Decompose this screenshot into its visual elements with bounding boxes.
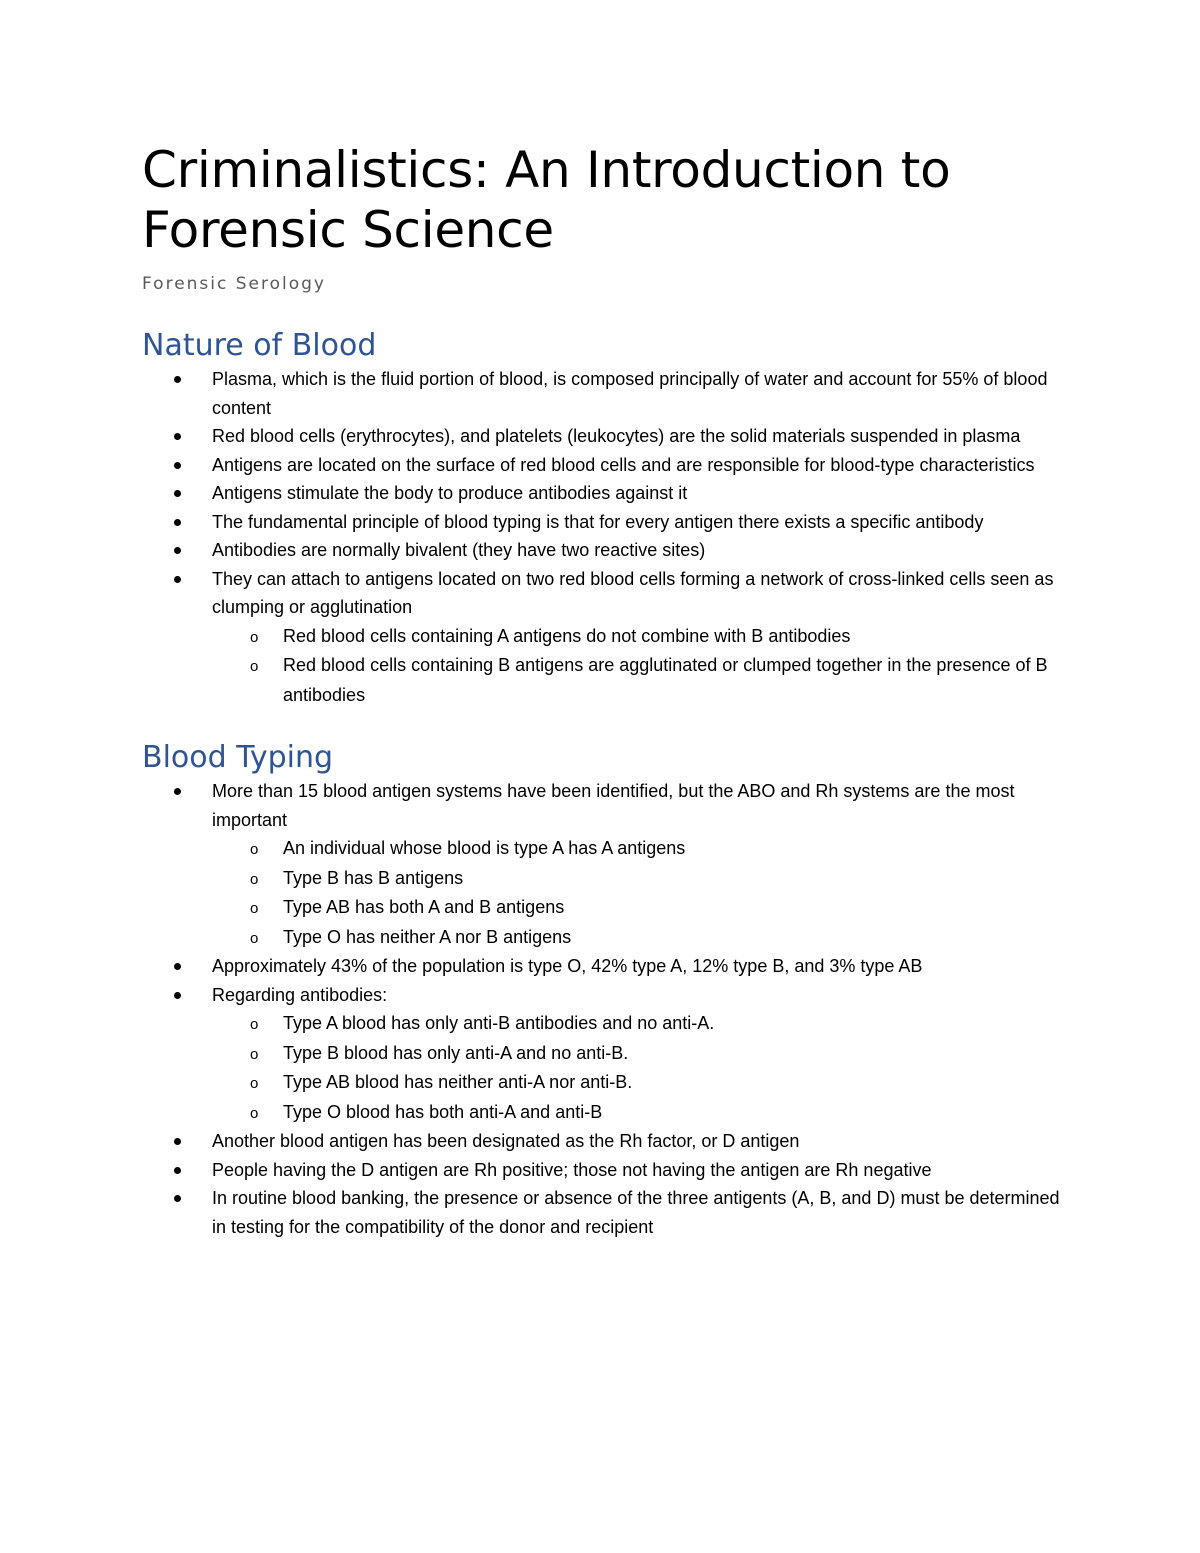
list-item: In routine blood banking, the presence or absence of the three antigents (A, B, and D) must be determined in testing for the compatibility of the donor and recipient xyxy=(142,1184,1062,1241)
bullet-icon xyxy=(174,576,181,583)
list-item: Antigens are located on the surface of red blood cells and are responsible for blood-type characteristics xyxy=(142,451,1062,480)
list-item: More than 15 blood antigen systems have been identified, but the ABO and Rh systems are the most important o An individual whose blood is type A has A antigens o Type B has B antigens o Type AB has both A and B antigens o Type O has neither A nor B antigens xyxy=(142,777,1062,952)
bullet-icon xyxy=(174,1195,181,1202)
bullet-list-blood-typing xyxy=(142,777,1062,1241)
sub-list-item: o An individual whose blood is type A has A antigens xyxy=(142,834,1062,864)
list-item: Regarding antibodies: o Type A blood has only anti-B antibodies and no anti-A. o Type B blood has only anti-A and no anti-B. o Type AB blood has neither anti-A nor anti-B. o Type O blood has both anti-A and anti-B xyxy=(142,981,1062,1128)
section-heading-blood-typing: Blood Typing xyxy=(142,740,334,775)
sub-list xyxy=(212,834,1062,952)
sub-list-item: o Type B blood has only anti-A and no anti-B. xyxy=(142,1039,1062,1069)
document-page xyxy=(142,140,1062,1241)
circle-bullet-icon: o xyxy=(250,1104,259,1122)
list-item: People having the D antigen are Rh positive; those not having the antigen are Rh negative xyxy=(142,1156,1062,1185)
document-subtitle: Forensic Serology xyxy=(142,274,326,294)
list-item: Red blood cells (erythrocytes), and platelets (leukocytes) are the solid materials suspended in plasma xyxy=(142,422,1062,451)
bullet-icon xyxy=(174,462,181,469)
sub-list-item: o Type AB has both A and B antigens xyxy=(142,893,1062,923)
sub-list-item: o Type O has neither A nor B antigens xyxy=(142,923,1062,953)
bullet-icon xyxy=(174,963,181,970)
circle-bullet-icon: o xyxy=(250,929,259,947)
sub-list-item: o Red blood cells containing B antigens are agglutinated or clumped together in the presence of B antibodies xyxy=(142,651,1062,710)
bullet-icon xyxy=(174,490,181,497)
bullet-list-nature-of-blood xyxy=(142,365,1062,710)
circle-bullet-icon: o xyxy=(250,1045,259,1063)
circle-bullet-icon: o xyxy=(250,900,259,917)
list-item: They can attach to antigens located on two red blood cells forming a network of cross-linked cells seen as clumping or agglutination o Red blood cells containing A antigens do not combine with B antibodies o Red blood cells containing B antigens are agglutinated or clumped together in the presence of B antibodies xyxy=(142,565,1062,711)
list-item: Approximately 43% of the population is type O, 42% type A, 12% type B, and 3% type AB xyxy=(142,952,1062,981)
bullet-icon xyxy=(174,788,181,795)
section-heading-nature-of-blood: Nature of Blood xyxy=(142,328,377,363)
sub-list-item: o Type A blood has only anti-B antibodies and no anti-A. xyxy=(142,1009,1062,1039)
circle-bullet-icon: o xyxy=(250,1016,259,1033)
list-item: Another blood antigen has been designated as the Rh factor, or D antigen xyxy=(142,1127,1062,1156)
bullet-icon xyxy=(174,992,181,999)
sub-list-item: o Type O blood has both anti-A and anti-B xyxy=(142,1098,1062,1128)
sub-list xyxy=(212,1009,1062,1127)
sub-list-item: o Type AB blood has neither anti-A nor anti-B. xyxy=(142,1068,1062,1098)
bullet-icon xyxy=(174,433,181,440)
bullet-icon xyxy=(174,1138,181,1145)
sub-list xyxy=(212,622,1062,711)
circle-bullet-icon: o xyxy=(250,658,259,675)
circle-bullet-icon: o xyxy=(250,841,259,858)
list-item: Antibodies are normally bivalent (they have two reactive sites) xyxy=(142,536,1062,565)
bullet-icon xyxy=(174,547,181,554)
circle-bullet-icon: o xyxy=(250,1075,259,1092)
sub-list-item: o Type B has B antigens xyxy=(142,864,1062,894)
bullet-icon xyxy=(174,519,181,526)
list-item: Antigens stimulate the body to produce antibodies against it xyxy=(142,479,1062,508)
list-item: The fundamental principle of blood typing is that for every antigen there exists a specific antibody xyxy=(142,508,1062,537)
document-title: Criminalistics: An Introduction to Forensic Science xyxy=(142,141,951,259)
circle-bullet-icon: o xyxy=(250,870,259,888)
list-item: Plasma, which is the fluid portion of blood, is composed principally of water and account for 55% of blood content xyxy=(142,365,1062,422)
sub-list-item: o Red blood cells containing A antigens do not combine with B antibodies xyxy=(142,622,1062,652)
bullet-icon xyxy=(174,1167,181,1174)
bullet-icon xyxy=(174,376,181,383)
circle-bullet-icon: o xyxy=(250,628,259,646)
